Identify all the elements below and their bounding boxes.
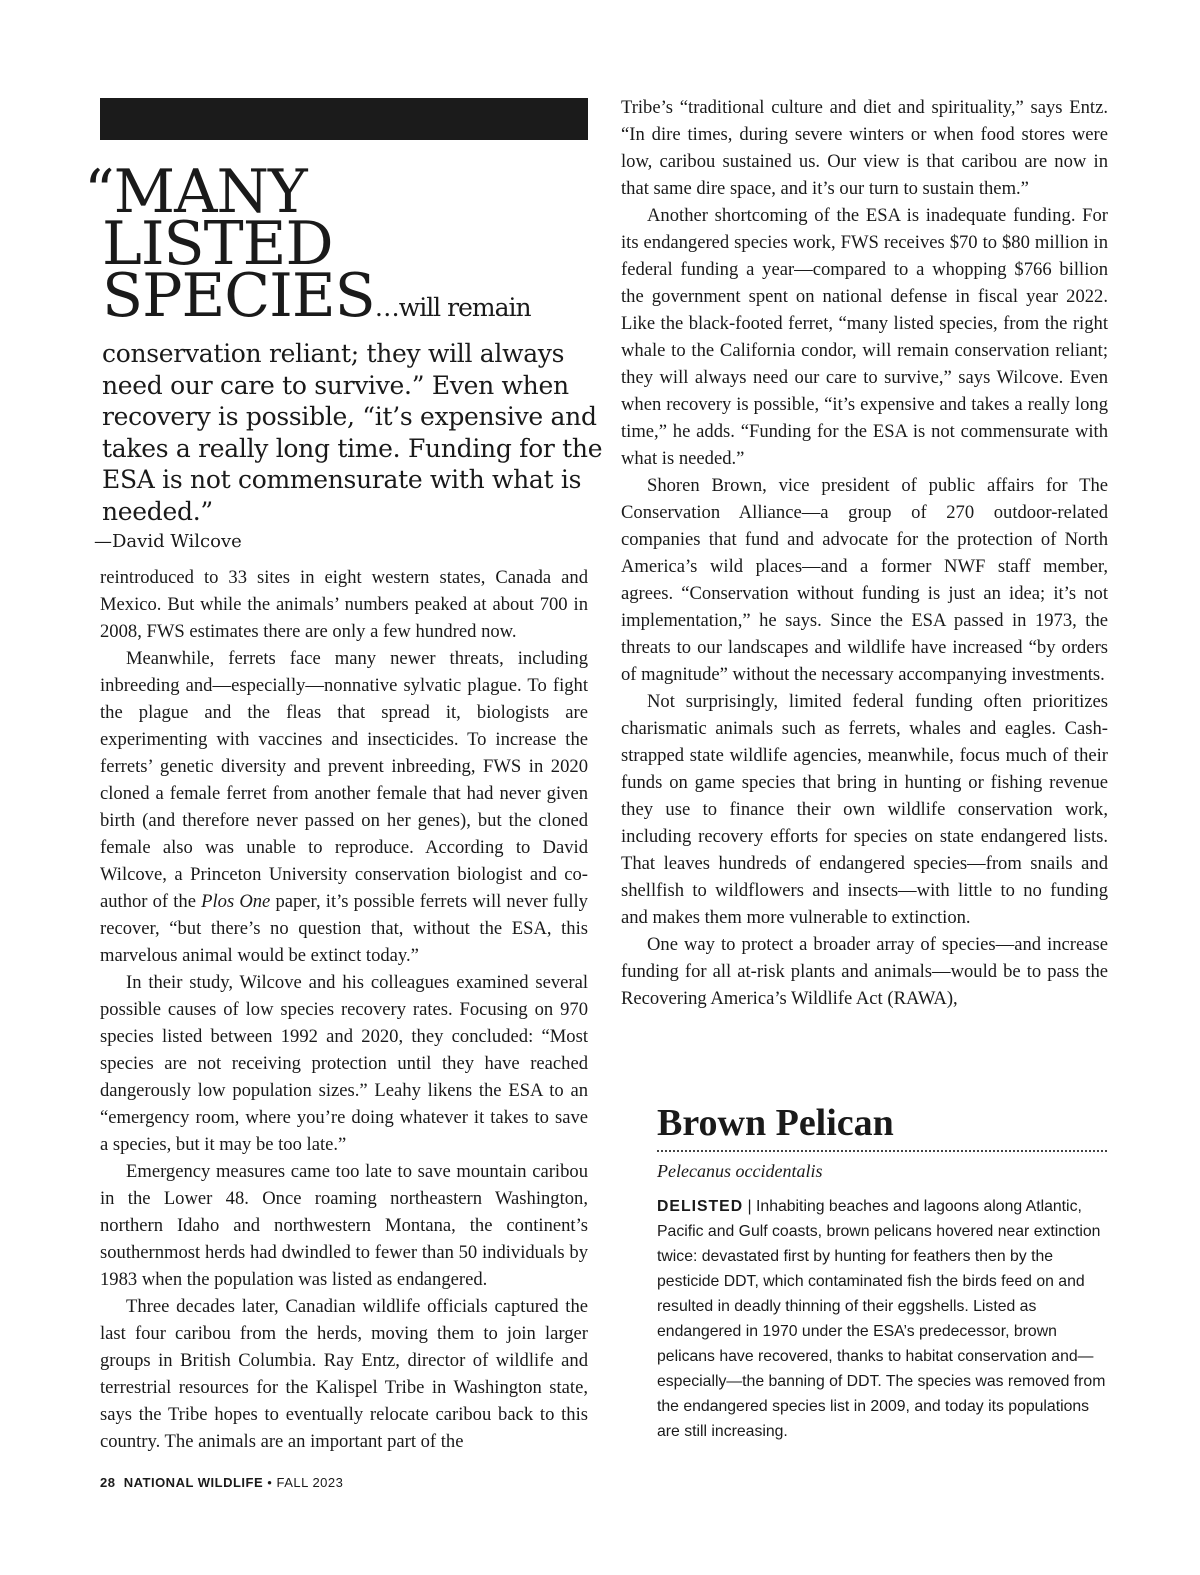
right-paragraph-4: Not surprisingly, limited federal funding often prioritizes charismatic animals such as ferrets, whales and eagles. Cash-strapped state wildlife agencies, meanwhile, focus much of their funds on game species that bring in hunting or fishing revenue they use to finance their own wildlife conservation work, including recovery efforts for species on state endangered lists. That leaves hundreds of endangered species—from snails and shellfish to wildflowers and insects—with little to no funding and makes them more vulnerable to extinction. — [621, 691, 1108, 928]
magazine-name: NATIONAL WILDLIFE — [123, 1475, 264, 1490]
right-paragraph-2: Another shortcoming of the ESA is inadequate funding. For its endangered species work, FWS receives $70 to $80 million in federal funding a year—compared to a whopping $766 billion the government spent on national defense in fiscal year 2022. Like the black-footed ferret, “many listed species, from the right whale to the California condor, will remain conservation reliant; they will always need our care to survive,” says Wilcove. Even when recovery is possible, “it’s expensive and takes a really long time,” he adds. “Funding for the ESA is not commensurate with what is needed.” — [621, 205, 1108, 469]
decorative-black-bar — [100, 98, 588, 140]
pull-quote — [84, 157, 604, 552]
left-column — [100, 564, 588, 1455]
sidebar-dotted-rule — [657, 1150, 1107, 1152]
pull-quote-attribution: —David Wilcove — [94, 531, 242, 552]
pull-quote-line-2: LISTED — [102, 209, 333, 279]
status-separator: | — [747, 1198, 752, 1215]
left-paragraph-2: Meanwhile, ferrets face many newer threats, including inbreeding and—especially—nonnative sylvatic plague. To fight the plague and the fleas that spread it, biologists are experimenting with vaccines and insecticides. To increase the ferrets’ genetic diversity and prevent inbreeding, FWS in 2020 cloned a female ferret from another female that had never given birth (and therefore never passed on her genes), but the cloned female also was unable to reproduce. According to David Wilcove, a Princeton University conservation biologist and co-author of the Plos One paper, it’s possible ferrets will never fully recover, “but there’s no question that, without the ESA, this marvelous animal would be extinct today.” — [100, 648, 588, 966]
left-paragraph-3: In their study, Wilcove and his colleagues examined several possible causes of low species recovery rates. Focusing on 970 species listed between 1992 and 2020, they concluded: “Most species are not receiving protection until they have reached dangerously low population sizes.” Leahy likens the ESA to an “emergency room, where you’re doing whatever it takes to save a species, but it may be too late.” — [100, 972, 588, 1155]
species-sidebar — [657, 1100, 1107, 1444]
issue-date: FALL 2023 — [276, 1475, 344, 1490]
page-number: 28 — [100, 1475, 116, 1490]
publication-title: Plos One — [201, 891, 271, 912]
right-paragraph-1: Tribe’s “traditional culture and diet and spirituality,” says Entz. “In dire times, during severe winters or when food stores were low, caribou sustained us. Our view is that caribou are now in that same dire space, and it’s our turn to sustain them.” — [621, 97, 1108, 199]
status-label: DELISTED — [657, 1198, 744, 1215]
pull-quote-body: conservation reliant; they will always need our care to survive.” Even when recovery is possible, “it’s expensive and takes a really long time. Funding for the ESA is not commensurate with what is needed.” — [102, 339, 603, 526]
sidebar-title: Brown Pelican — [657, 1102, 894, 1144]
sidebar-scientific-name: Pelecanus occidentalis — [657, 1161, 823, 1181]
sidebar-body — [657, 1194, 1107, 1444]
pull-quote-line-1: “MANY — [84, 157, 307, 227]
pull-quote-line-3-tail: …will remain — [374, 293, 531, 322]
left-paragraph-1: reintroduced to 33 sites in eight western states, Canada and Mexico. But while the animals’ numbers peaked at about 700 in 2008, FWS estimates there are only a few hundred now. — [100, 567, 588, 642]
left-paragraph-4: Emergency measures came too late to save mountain caribou in the Lower 48. Once roaming northeastern Washington, northern Idaho and northwestern Montana, the continent’s southernmost herds had dwindled to fewer than 50 individuals by 1983 when the population was listed as endangered. — [100, 1161, 588, 1290]
pull-quote-line-3: SPECIES — [102, 261, 375, 331]
left-paragraph-5: Three decades later, Canadian wildlife officials captured the last four caribou from the herds, moving them to join larger groups in British Columbia. Ray Entz, director of wildlife and terrestrial resources for the Kalispel Tribe in Washington state, says the Tribe hopes to eventually relocate caribou back to this country. The animals are an important part of the — [100, 1296, 588, 1452]
right-column — [621, 94, 1108, 1012]
footer-dot: • — [267, 1475, 273, 1490]
right-paragraph-5: One way to protect a broader array of species—and increase funding for all at-risk plants and animals—would be to pass the Recovering America’s Wildlife Act (RAWA), — [621, 934, 1108, 1009]
sidebar-text: Inhabiting beaches and lagoons along Atlantic, Pacific and Gulf coasts, brown pelicans hovered near extinction twice: devastated first by hunting for feathers then by the pesticide DDT, which contaminated fish the birds feed on and resulted in deadly thinning of their eggshells. Listed as endangered in 1970 under the ESA’s predecessor, brown pelicans have recovered, thanks to habitat conservation and—especially—the banning of DDT. The species was removed from the endangered species list in 2009, and today its populations are still increasing. — [657, 1198, 1106, 1440]
right-paragraph-3: Shoren Brown, vice president of public affairs for The Conservation Alliance—a group of 270 outdoor-related companies that fund and advocate for the protection of North America’s wild places—and a former NWF staff member, agrees. “Conservation without funding is just an idea; it’s not implementation,” he says. Since the ESA passed in 1973, the threats to our landscapes and wildlife have increased “by orders of magnitude” without the necessary accompanying investments. — [621, 475, 1108, 685]
page-footer — [100, 1475, 343, 1490]
